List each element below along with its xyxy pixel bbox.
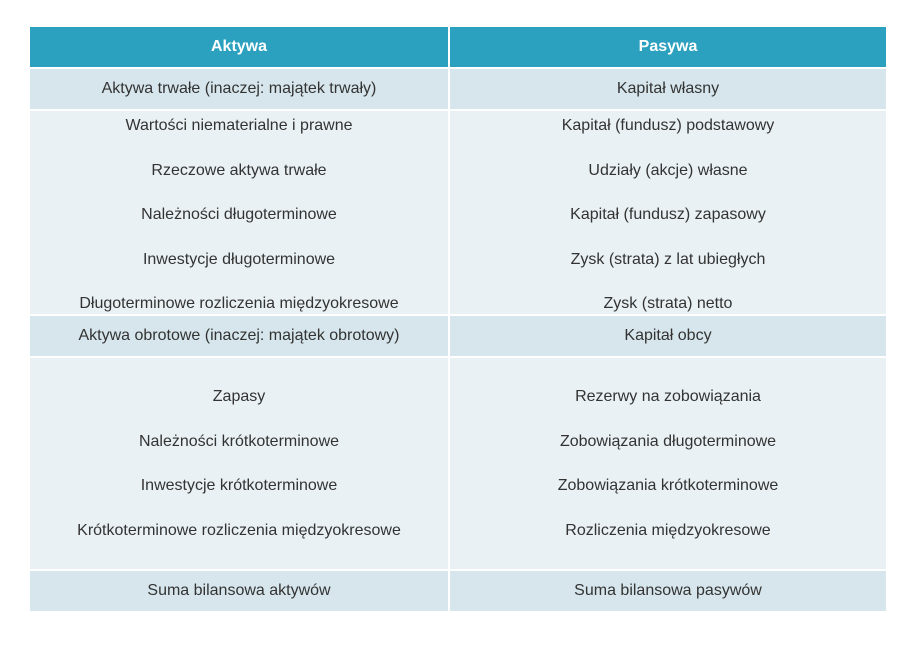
list-item: Rezerwy na zobowiązania: [575, 388, 761, 405]
equity-list: [450, 111, 886, 314]
list-item: Krótkoterminowe rozliczenia międzyokresowe: [77, 521, 401, 539]
list-item: Wartości niematerialne i prawne: [125, 117, 353, 134]
list-item: Zapasy: [212, 388, 266, 405]
section-equity: Kapitał własny: [450, 69, 886, 109]
current-assets-list: [30, 358, 448, 569]
table-header-row: [30, 27, 886, 67]
total-row: [30, 571, 886, 611]
list-item: Kapitał (fundusz) zapasowy: [570, 206, 766, 224]
section-liabilities: Kapitał obcy: [450, 316, 886, 356]
total-liabilities: Suma bilansowa pasywów: [450, 571, 886, 611]
header-assets: Aktywa: [30, 27, 448, 67]
list-item: Zysk (strata) netto: [603, 295, 733, 313]
section-row-current-assets: [30, 316, 886, 356]
list-item: Należności długoterminowe: [141, 206, 337, 224]
list-item: Rzeczowe aktywa trwałe: [151, 161, 327, 179]
list-item: Zysk (strata) z lat ubiegłych: [570, 250, 766, 268]
section-fixed-assets: Aktywa trwałe (inaczej: majątek trwały): [30, 69, 448, 109]
fixed-assets-list: [30, 111, 448, 314]
list-item: Zobowiązania długoterminowe: [559, 432, 777, 450]
liabilities-list: [450, 358, 886, 569]
list-item: Udziały (akcje) własne: [588, 161, 748, 179]
list-item: Inwestycje krótkoterminowe: [140, 477, 338, 495]
list-item: Kapitał (fundusz) podstawowy: [561, 117, 775, 134]
header-liabilities: Pasywa: [450, 27, 886, 67]
list-item: Długoterminowe rozliczenia międzyokresowe: [79, 295, 399, 313]
section-row-fixed-assets: [30, 69, 886, 109]
section-current-assets: Aktywa obrotowe (inaczej: majątek obrotowy): [30, 316, 448, 356]
list-item: Inwestycje długoterminowe: [142, 250, 336, 268]
items-row-current-assets: [30, 358, 886, 569]
items-row-fixed-assets: [30, 111, 886, 314]
balance-sheet-table: [30, 27, 886, 613]
total-assets: Suma bilansowa aktywów: [30, 571, 448, 611]
list-item: Rozliczenia międzyokresowe: [565, 521, 771, 539]
list-item: Należności krótkoterminowe: [138, 432, 340, 450]
list-item: Zobowiązania krótkoterminowe: [557, 477, 779, 495]
